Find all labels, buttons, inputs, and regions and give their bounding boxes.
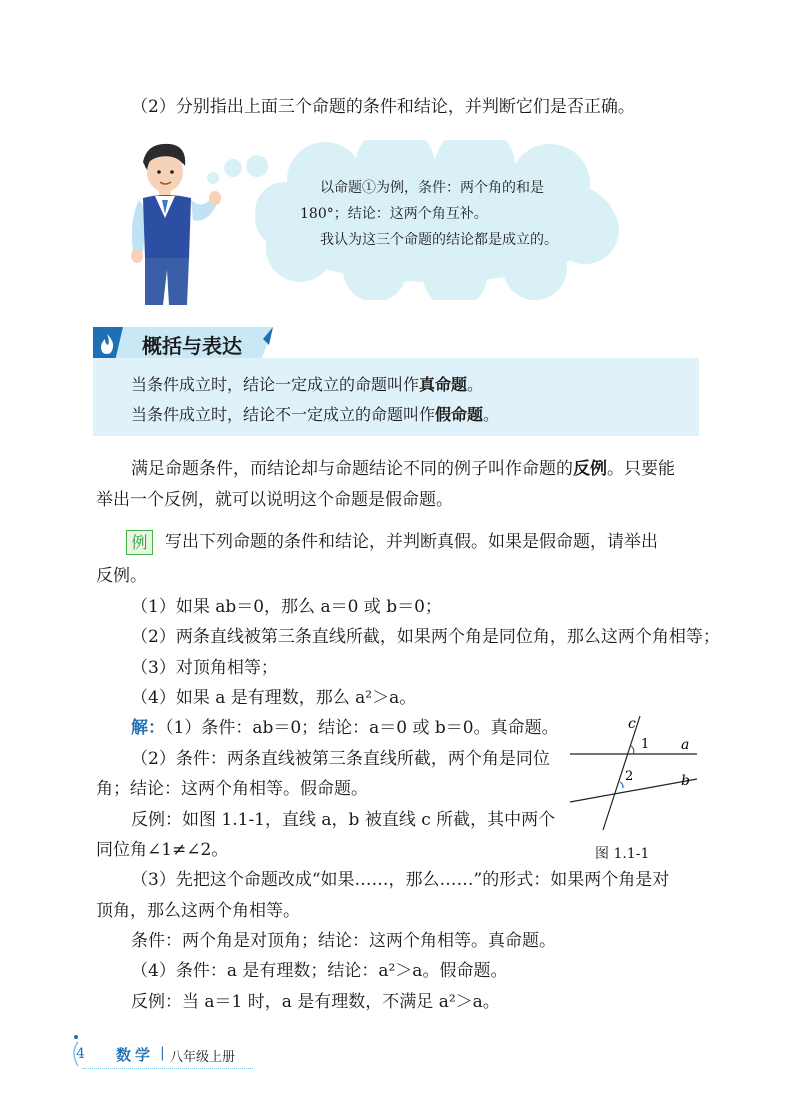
label-c: c xyxy=(628,716,636,732)
book-grade: 八年级上册 xyxy=(170,1050,236,1065)
example-prompt-line-2: 反例。 xyxy=(96,566,147,586)
footer-divider xyxy=(83,1068,253,1069)
summary-true-line: 当条件成立时，结论一定成立的命题叫作真命题。 xyxy=(131,375,484,394)
example-item-3: （3）对顶角相等； xyxy=(131,658,278,678)
figure-parallel-lines xyxy=(565,712,705,842)
example-prompt-line-1: 写出下列命题的条件和结论，并判断真假。如果是假命题，请举出 xyxy=(165,532,658,552)
solution-2c: 反例：如图 1.1-1，直线 a，b 被直线 c 所截，其中两个 xyxy=(131,810,556,830)
solution-4b: 反例：当 a＝1 时，a 是有理数，不满足 a²＞a。 xyxy=(131,992,500,1012)
counterexample-line-2: 举出一个反例，就可以说明这个命题是假命题。 xyxy=(96,490,453,510)
solution-3c: 条件：两个角是对顶角；结论：这两个角相等。真命题。 xyxy=(131,931,556,951)
solution-2b: 角；结论：这两个角相等。假命题。 xyxy=(96,779,368,799)
footer-separator: | xyxy=(160,1045,165,1061)
label-b: b xyxy=(681,773,690,789)
label-angle-2: 2 xyxy=(625,769,634,784)
solution-4a: （4）条件：a 是有理数；结论：a²＞a。假命题。 xyxy=(131,961,508,981)
term-false-proposition: 假命题 xyxy=(435,405,484,424)
term-true-proposition: 真命题 xyxy=(419,375,468,394)
thought-line-2: 180°；结论：这两个角互补。 xyxy=(300,206,488,222)
solution-2d: 同位角∠1≠∠2。 xyxy=(96,840,229,860)
thought-line-3: 我认为这三个命题的结论都是成立的。 xyxy=(320,232,558,248)
label-a: a xyxy=(681,737,690,753)
summary-false-line: 当条件成立时，结论不一定成立的命题叫作假命题。 xyxy=(131,405,500,424)
line-b xyxy=(570,779,697,802)
flame-icon xyxy=(98,333,116,355)
solution-3a: （3）先把这个命题改成“如果……，那么……”的形式：如果两个角是对 xyxy=(131,870,670,890)
term-counterexample: 反例 xyxy=(573,459,607,479)
solution-2a: （2）条件：两条直线被第三条直线所截，两个角是同位 xyxy=(131,749,550,769)
figure-caption: 图 1.1-1 xyxy=(595,846,650,862)
counterexample-line-1: 满足命题条件，而结论却与命题结论不同的例子叫作命题的反例。只要能 xyxy=(131,459,675,479)
book-title: 数学 xyxy=(116,1046,155,1064)
page-number: 4 xyxy=(76,1046,85,1062)
angle-2-arc xyxy=(620,782,623,788)
label-angle-1: 1 xyxy=(641,737,650,752)
solution-line-1: 解：（1）条件：ab＝0；结论：a＝0 或 b＝0。真命题。 xyxy=(131,718,559,738)
line-c xyxy=(603,716,640,830)
example-item-4: （4）如果 a 是有理数，那么 a²＞a。 xyxy=(131,688,417,708)
example-badge: 例 xyxy=(126,530,153,555)
example-item-1: （1）如果 ab＝0，那么 a＝0 或 b＝0； xyxy=(131,597,442,617)
example-item-2: （2）两条直线被第三条直线所截，如果两个角是同位角，那么这两个角相等； xyxy=(131,627,720,647)
question-text: （2）分别指出上面三个命题的条件和结论，并判断它们是否正确。 xyxy=(131,97,635,117)
thought-line-1: 以命题①为例，条件：两个角的和是 xyxy=(320,180,544,196)
solution-3b: 顶角，那么这两个角相等。 xyxy=(96,901,300,921)
solution-label: 解： xyxy=(131,718,165,738)
angle-1-arc xyxy=(631,746,634,754)
summary-title: 概括与表达 xyxy=(142,334,242,358)
